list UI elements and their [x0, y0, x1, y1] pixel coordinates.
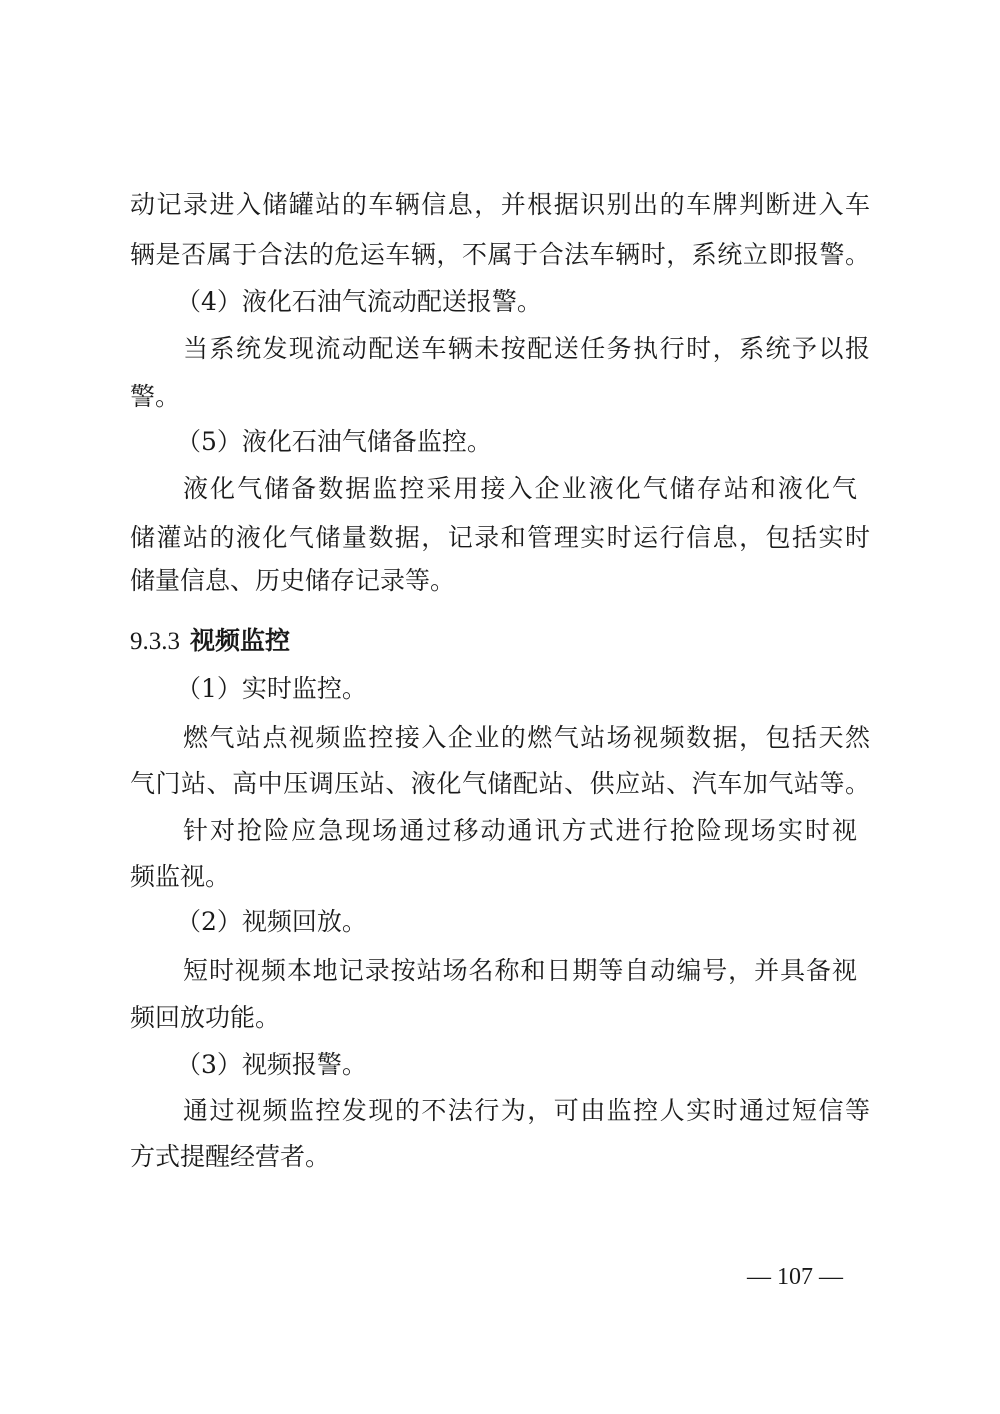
- paragraph-line: 气门站、高中压调压站、液化气储配站、供应站、汽车加气站等。: [130, 769, 870, 798]
- paragraph-line: 辆是否属于合法的危运车辆，不属于合法车辆时，系统立即报警。: [130, 240, 870, 269]
- paragraph-line: 方式提醒经营者。: [130, 1142, 331, 1171]
- paragraph-line: 储灌站的液化气储量数据，记录和管理实时运行信息，包括实时: [130, 523, 870, 552]
- section-title: 视频监控: [190, 626, 291, 655]
- paragraph-line: 警。: [130, 382, 181, 411]
- paragraph-line: 短时视频本地记录按站场名称和日期等自动编号，并具备视: [183, 956, 857, 985]
- paragraph-line: 当系统发现流动配送车辆未按配送任务执行时，系统予以报: [183, 334, 870, 363]
- list-item-heading: （3）视频报警。: [176, 1050, 367, 1079]
- paragraph-line: 液化气储备数据监控采用接入企业液化气储存站和液化气: [183, 474, 857, 503]
- paragraph-line: 通过视频监控发现的不法行为，可由监控人实时通过短信等: [183, 1096, 870, 1125]
- section-number: 9.3.3: [130, 628, 180, 655]
- paragraph-line: 频监视。: [130, 862, 231, 891]
- section-heading: [130, 626, 870, 657]
- paragraph-line: 频回放功能。: [130, 1003, 281, 1032]
- paragraph-line: 燃气站点视频监控接入企业的燃气站场视频数据，包括天然: [183, 723, 870, 752]
- list-item-heading: （5）液化石油气储备监控。: [176, 427, 492, 456]
- list-item-heading: （1）实时监控。: [176, 674, 367, 703]
- list-item-heading: （4）液化石油气流动配送报警。: [176, 287, 542, 316]
- page-number: — 107 —: [747, 1264, 843, 1290]
- paragraph-line: 针对抢险应急现场通过移动通讯方式进行抢险现场实时视: [183, 816, 857, 845]
- list-item-heading: （2）视频回放。: [176, 907, 367, 936]
- paragraph-line: 动记录进入储罐站的车辆信息，并根据识别出的车牌判断进入车: [130, 190, 870, 219]
- paragraph-line: 储量信息、历史储存记录等。: [130, 566, 456, 595]
